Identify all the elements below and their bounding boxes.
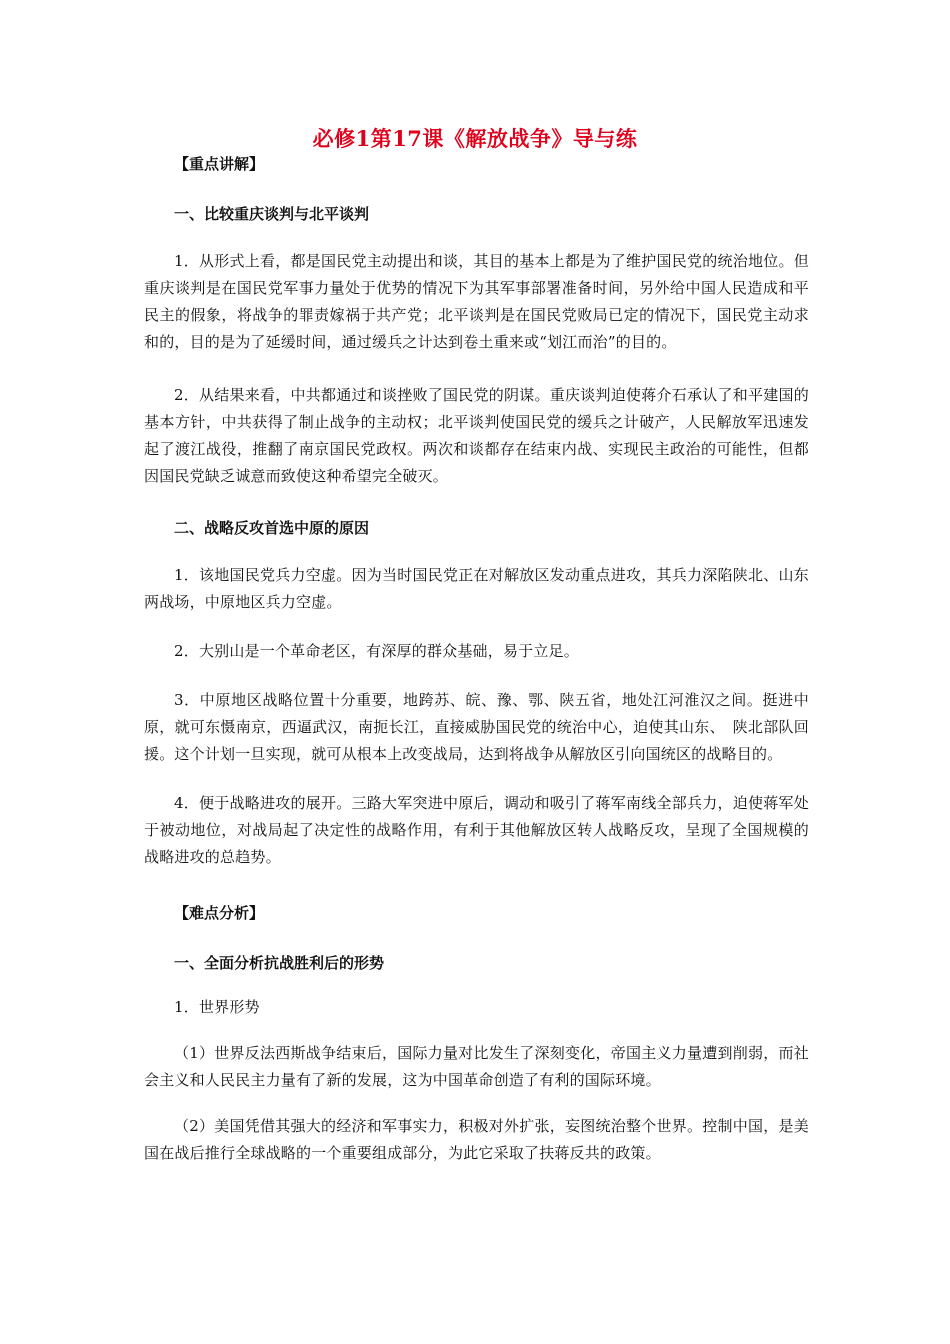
paragraph: 4．便于战略进攻的展开。三路大军突进中原后，调动和吸引了蒋军南线全部兵力，迫使蒋军处于被动地位，对战局起了决定性的战略作用，有利于其他解放区转人战略反攻，呈现了全国规模的战略进攻的总趋势。 [144,794,809,866]
section-heading: 一、全面分析抗战胜利后的形势 [174,954,385,972]
paragraph: 1．该地国民党兵力空虚。因为当时国民党正在对解放区发动重点进攻，其兵力深陷陕北、山东两战场，中原地区兵力空虚。 [144,566,809,611]
paragraph: 1．从形式上看，都是国民党主动提出和谈，其目的基本上都是为了维护国民党的统治地位。但重庆谈判是在国民党军事力量处于优势的情况下为其军事部署准备时间，另外给中国人民造成和平民主的假象，将战争的罪责嫁祸于共产党；北平谈判是在国民党败局已定的情况下，国民党主动求和的，目的是为了延缓时间，通过缓兵之计达到卷土重来或“划江而治”的目的。 [144,252,809,351]
paragraph: 1．世界形势 [174,998,260,1016]
document-title: 必修1第17课《解放战争》导与练 [312,126,638,151]
document-body [144,152,809,1167]
section-heading: 二、战略反攻首选中原的原因 [174,519,370,537]
difficulty-header: 【难点分析】 [174,904,265,922]
key-points-header: 【重点讲解】 [174,155,265,173]
paragraph: 2．从结果来看，中共都通过和谈挫败了国民党的阴谋。重庆谈判迫使蒋介石承认了和平建国的基本方针，中共获得了制止战争的主动权；北平谈判使国民党的缓兵之计破产，人民解放军迅速发起了渡江战役，推翻了南京国民党政权。两次和谈都存在结束内战、实现民主政治的可能性，但都因国民党缺乏诚意而致使这种希望完全破灭。 [144,386,809,485]
paragraph: （2）美国凭借其强大的经济和军事实力，积极对外扩张，妄图统治整个世界。控制中国，是美国在战后推行全球战略的一个重要组成部分，为此它采取了扶蒋反共的政策。 [144,1117,809,1162]
section-heading: 一、比较重庆谈判与北平谈判 [174,205,370,223]
paragraph: （1）世界反法西斯战争结束后，国际力量对比发生了深刻变化，帝国主义力量遭到削弱，而社会主义和人民民主力量有了新的发展，这为中国革命创造了有利的国际环境。 [144,1044,809,1089]
paragraph: 3．中原地区战略位置十分重要，地跨苏、皖、豫、鄂、陕五省，地处江河淮汉之间。挺进中原，就可东慑南京，西逼武汉，南扼长江，直接威胁国民党的统治中心，迫使其山东、 陕北部队回援。这个计划一旦实现，就可从根本上改变战局，达到将战争从解放区引向国统区的战略目的。 [144,691,809,763]
paragraph: 2．大别山是一个革命老区，有深厚的群众基础，易于立足。 [174,642,579,660]
